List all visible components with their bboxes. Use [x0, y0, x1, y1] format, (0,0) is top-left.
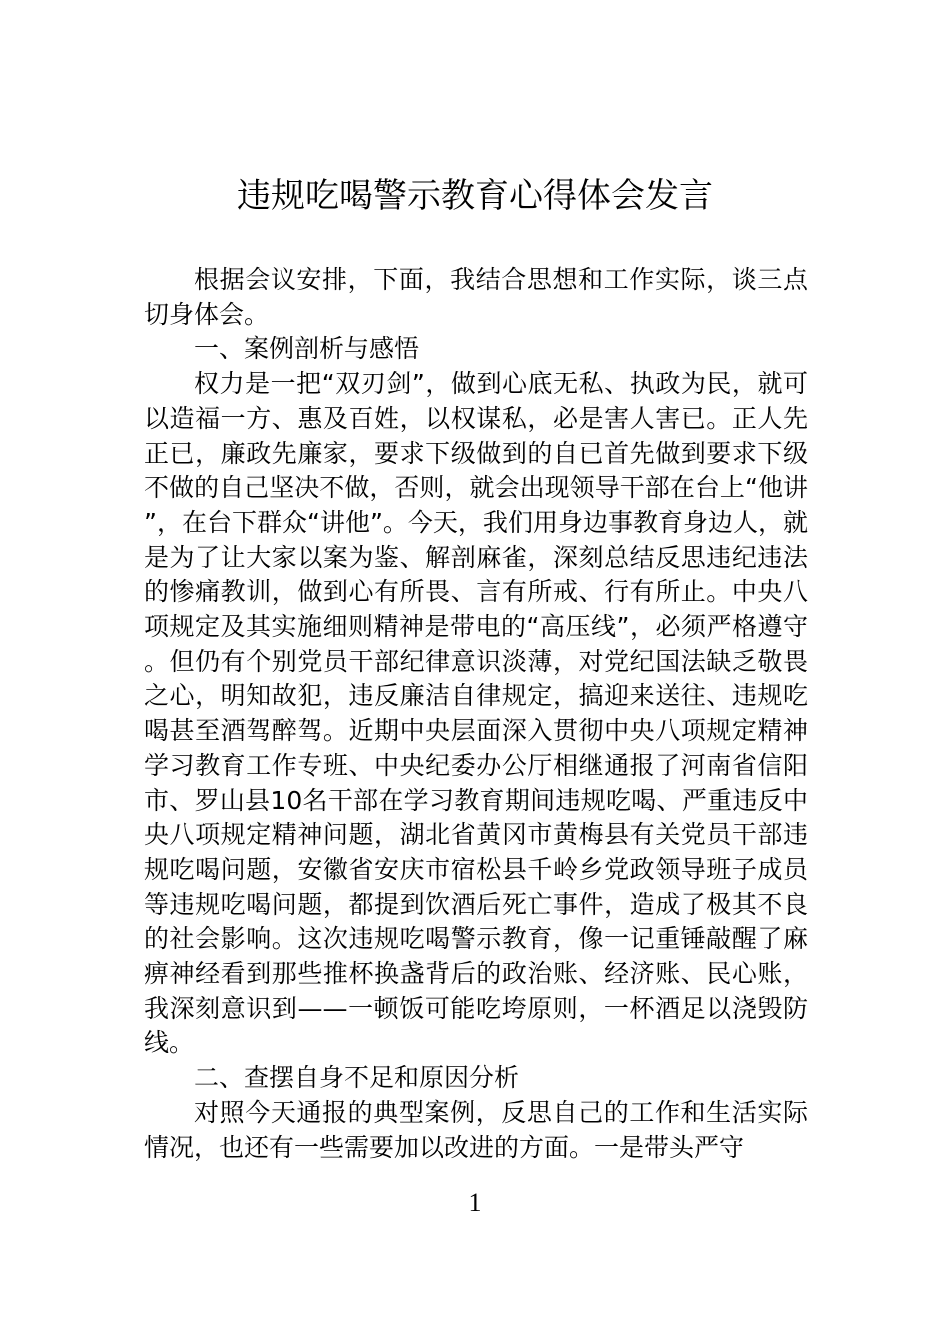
section-heading-2: 二、查摆自身不足和原因分析 — [194, 1063, 520, 1093]
intro-paragraph: 根据会议安排，下面，我结合思想和工作实际，谈三点切身体会。 — [144, 265, 808, 329]
document-body — [144, 263, 808, 1165]
page-title: 违规吃喝警示教育心得体会发言 — [237, 176, 713, 216]
section-paragraph-1: 权力是一把“双刃剑”，做到心底无私、执政为民，就可以造福一方、惠及百姓，以权谋私，必是害人害已。正人先正已，廉政先廉家，要求下级做到的自已首先做到要求下级不做的自己坚决不做，否则，就会出现领导干部在台上“他讲”，在台下群众“讲他”。今天，我们用身边事教育身边人，就是为了让大家以案为鉴、解剖麻雀，深刻总结反思违纪违法的惨痛教训，做到心有所畏、言有所戒、行有所止。中央八项规定及其实施细则精神是带电的“高压线”，必须严格遵守。但仍有个别党员干部纪律意识淡薄，对党纪国法缺乏敬畏之心，明知故犯，违反廉洁自律规定，搞迎来送往、违规吃喝甚至酒驾醉驾。近期中央层面深入贯彻中央八项规定精神学习教育工作专班、中央纪委办公厅相继通报了河南省信阳市、罗山县10名干部在学习教育期间违规吃喝、严重违反中央八项规定精神问题，湖北省黄冈市黄梅县有关党员干部违规吃喝问题，安徽省安庆市宿松县千岭乡党政领导班子成员等违规吃喝问题，都提到饮酒后死亡事件，造成了极其不良的社会影响。这次违规吃喝警示教育，像一记重锤敲醒了麻痹神经看到那些推杯换盏背后的政治账、经济账、民心账，我深刻意识到——一顿饭可能吃垮原则，一杯酒足以浇毁防线。 — [144, 369, 808, 1058]
page-number: 1 — [468, 1188, 482, 1217]
section-paragraph-2: 对照今天通报的典型案例，反思自己的工作和生活实际情况，也还有一些需要加以改进的方面。一是带头严守 — [144, 1097, 808, 1162]
section-heading-1: 一、案例剖析与感悟 — [194, 334, 420, 364]
